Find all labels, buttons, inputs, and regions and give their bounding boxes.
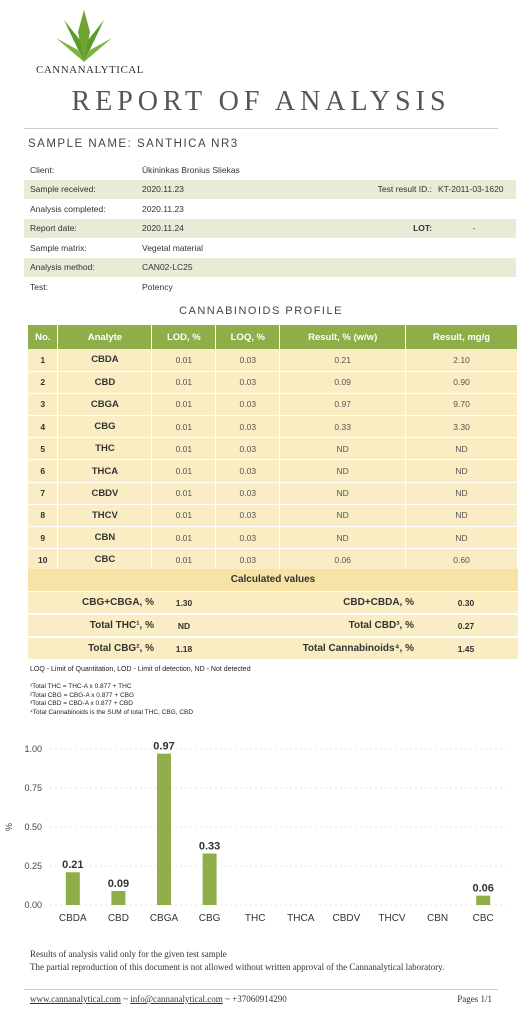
table-cell: 4 [28, 416, 58, 438]
y-tick-label: 0.75 [24, 783, 42, 793]
table-cell: ND [280, 482, 406, 504]
formula-note: ⁴Total Cannabinoids is the SUM of total THC, CBG, CBD [30, 708, 194, 716]
table-cell: 2.10 [406, 349, 518, 371]
table-row [28, 527, 518, 549]
table-header-row [28, 325, 518, 349]
table-cell: 9 [28, 527, 58, 549]
info-value: - [472, 223, 476, 234]
sample-info-table [24, 160, 516, 297]
calc-value: 0.30 [457, 597, 475, 608]
info-label: Sample matrix: [30, 242, 87, 253]
data-label: 0.09 [107, 877, 130, 890]
info-label: Test result ID.: [377, 184, 432, 195]
bar-cbda [66, 872, 80, 905]
table-cell: ND [406, 482, 518, 504]
table-cell: 0.01 [152, 527, 216, 549]
bar-cbga [157, 754, 171, 905]
data-label: 0.06 [472, 882, 494, 895]
info-value: 2020.11.24 [142, 223, 184, 234]
analyte-cell: CBD [58, 371, 152, 393]
bar-cbd [111, 891, 125, 905]
table-row [28, 416, 518, 438]
logo-text: CANNANALYTICAL [36, 64, 144, 76]
table-cell: 0.01 [152, 438, 216, 460]
column-header: No. [28, 325, 58, 349]
table-row [28, 393, 518, 415]
calc-label: CBD+CBDA, % [343, 597, 414, 608]
info-value: 2020.11.23 [142, 184, 184, 195]
bar-chart-svg [0, 735, 522, 935]
calc-label: Total CBD³, % [348, 620, 414, 631]
calc-value: ND [177, 620, 191, 631]
info-value: Potency [142, 281, 173, 292]
table-cell: 0.03 [216, 371, 280, 393]
table-cell: 0.03 [216, 549, 280, 571]
page-count: Pages 1/1 [457, 994, 492, 1004]
table-cell: 0.03 [216, 504, 280, 526]
table-row [28, 482, 518, 504]
separator: ~ [222, 994, 233, 1004]
x-tick-label: CBDA [58, 913, 87, 924]
table-cell: 0.01 [152, 504, 216, 526]
table-cell: 6 [28, 460, 58, 482]
table-row [28, 438, 518, 460]
table-cell: 0.01 [152, 416, 216, 438]
results-bar-chart [0, 735, 522, 935]
info-label: Analysis completed: [30, 203, 106, 214]
formula-note: ¹Total THC = THC-A x 0.877 + THC [30, 683, 132, 690]
y-tick-label: 0.50 [24, 822, 42, 832]
table-cell: 5 [28, 438, 58, 460]
x-tick-label: THC [244, 913, 266, 924]
info-label: Sample received: [30, 184, 96, 195]
table-cell: 0.21 [280, 349, 406, 371]
table-cell: ND [280, 438, 406, 460]
calc-value: 0.27 [457, 620, 475, 631]
y-tick-label: 0.25 [24, 861, 42, 871]
table-cell: 0.03 [216, 416, 280, 438]
x-tick-label: CBD [107, 913, 129, 924]
table-row [28, 349, 518, 371]
info-row-client [24, 160, 516, 180]
analyte-cell: CBGA [58, 393, 152, 415]
calc-value: 1.30 [175, 597, 193, 608]
info-value: KT-2011-03-1620 [438, 184, 504, 195]
cannabis-leaf-icon [56, 10, 112, 64]
x-tick-label: THCA [287, 913, 315, 924]
table-cell: ND [280, 504, 406, 526]
divider [24, 989, 498, 990]
x-tick-label: THCV [378, 913, 406, 924]
disclaimer-line: Results of analysis valid only for the given test sample [30, 949, 227, 959]
analyte-cell: CBDV [58, 482, 152, 504]
table-cell: 0.03 [216, 482, 280, 504]
table-cell: 0.03 [216, 349, 280, 371]
info-row-method [24, 258, 516, 278]
calculated-row [28, 638, 518, 660]
table-cell: 2 [28, 371, 58, 393]
footer-contacts [30, 994, 287, 1004]
analyte-cell: THCA [58, 460, 152, 482]
info-label: LOT: [413, 223, 432, 234]
table-cell: 0.01 [152, 393, 216, 415]
calculated-row [28, 615, 518, 637]
info-row-received [24, 180, 516, 200]
info-label: Analysis method: [30, 262, 95, 273]
table-cell: 0.60 [406, 549, 518, 571]
table-cell: 1 [28, 349, 58, 371]
abbreviation-legend: LOQ - Limit of Quantitation, LOD - Limit of detection, ND - Not detected [30, 666, 251, 673]
table-cell: ND [406, 460, 518, 482]
bar-cbc [476, 896, 490, 905]
phone-number: +37060914290 [232, 994, 287, 1004]
table-cell: 0.06 [280, 549, 406, 571]
separator: ~ [120, 994, 131, 1004]
info-value: Ūkininkas Bronius Sliekas [142, 164, 240, 175]
table-cell: ND [280, 527, 406, 549]
table-cell: 0.01 [152, 482, 216, 504]
formula-note: ³Total CBD = CBD-A x 0.877 + CBD [30, 700, 133, 707]
table-cell: 0.03 [216, 393, 280, 415]
company-logo [36, 10, 146, 78]
bar-cbg [203, 854, 217, 905]
formula-notes [30, 683, 193, 717]
column-header: Result, mg/g [406, 325, 518, 349]
y-tick-label: 0.00 [24, 900, 42, 910]
website-link[interactable]: www.cannanalytical.com [30, 994, 121, 1004]
table-cell: ND [406, 438, 518, 460]
column-header: LOD, % [152, 325, 216, 349]
table-cell: ND [406, 527, 518, 549]
info-value: Vegetal material [142, 242, 203, 253]
table-cell: ND [280, 460, 406, 482]
analyte-cell: THC [58, 438, 152, 460]
x-tick-label: CBN [427, 913, 449, 924]
calculated-row [28, 592, 518, 614]
x-tick-label: CBC [472, 913, 494, 924]
data-label: 0.97 [153, 740, 175, 753]
y-axis-label: % [4, 822, 14, 832]
table-cell: 10 [28, 549, 58, 571]
table-cell: 0.03 [216, 460, 280, 482]
table-cell: 3 [28, 393, 58, 415]
calc-value: 1.18 [175, 643, 193, 654]
column-header: Result, % (w/w) [280, 325, 406, 349]
table-cell: 7 [28, 482, 58, 504]
table-cell: ND [406, 504, 518, 526]
cannabinoids-table [28, 325, 518, 571]
info-row-report-date [24, 219, 516, 239]
table-cell: 0.01 [152, 371, 216, 393]
email-link[interactable]: info@cannanalytical.com [130, 994, 223, 1004]
disclaimer [30, 948, 444, 974]
info-row-test [24, 277, 516, 297]
table-row [28, 460, 518, 482]
calc-label: Total THC¹, % [89, 620, 154, 631]
info-value: CAN02-LC25 [142, 262, 193, 273]
analyte-cell: CBN [58, 527, 152, 549]
profile-title: CANNABINOIDS PROFILE [179, 305, 343, 317]
x-tick-label: CBGA [149, 913, 179, 924]
divider [24, 128, 498, 129]
info-value: 2020.11.23 [142, 203, 184, 214]
sample-name: SAMPLE NAME: SANTHICA NR3 [28, 138, 239, 150]
table-cell: 0.09 [280, 371, 406, 393]
x-tick-label: CBG [198, 913, 221, 924]
calculated-values-title: Calculated values [28, 569, 518, 591]
disclaimer-line: The partial reproduction of this document is not allowed without written approval of the Cannanalytical laboratory. [30, 962, 445, 972]
info-row-completed [24, 199, 516, 219]
table-cell: 0.33 [280, 416, 406, 438]
info-label: Client: [30, 164, 55, 175]
table-cell: 9.70 [406, 393, 518, 415]
y-tick-label: 1.00 [24, 744, 42, 754]
data-label: 0.33 [198, 840, 221, 853]
table-cell: 0.01 [152, 460, 216, 482]
column-header: LOQ, % [216, 325, 280, 349]
table-cell: 0.03 [216, 438, 280, 460]
analyte-cell: THCV [58, 504, 152, 526]
column-header: Analyte [58, 325, 152, 349]
table-cell: 3.30 [406, 416, 518, 438]
formula-note: ²Total CBG = CBG-A x 0.877 + CBG [30, 691, 135, 699]
calc-label: Total Cannabinoids⁴, % [302, 643, 414, 654]
table-cell: 8 [28, 504, 58, 526]
table-cell: 0.01 [152, 549, 216, 571]
info-row-matrix [24, 238, 516, 258]
table-cell: 0.97 [280, 393, 406, 415]
data-label: 0.21 [62, 859, 84, 872]
table-row [28, 504, 518, 526]
analyte-cell: CBC [58, 549, 152, 571]
calc-label: Total CBG², % [88, 643, 154, 654]
info-label: Report date: [30, 223, 77, 234]
calc-value: 1.45 [457, 643, 475, 654]
report-title: REPORT OF ANALYSIS [71, 86, 451, 117]
table-cell: 0.03 [216, 527, 280, 549]
table-row [28, 549, 518, 571]
analyte-cell: CBDA [58, 349, 152, 371]
info-label: Test: [30, 281, 48, 292]
analyte-cell: CBG [58, 416, 152, 438]
table-cell: 0.90 [406, 371, 518, 393]
calc-label: CBG+CBGA, % [82, 597, 154, 608]
table-row [28, 371, 518, 393]
x-tick-label: CBDV [332, 913, 361, 924]
table-cell: 0.01 [152, 349, 216, 371]
